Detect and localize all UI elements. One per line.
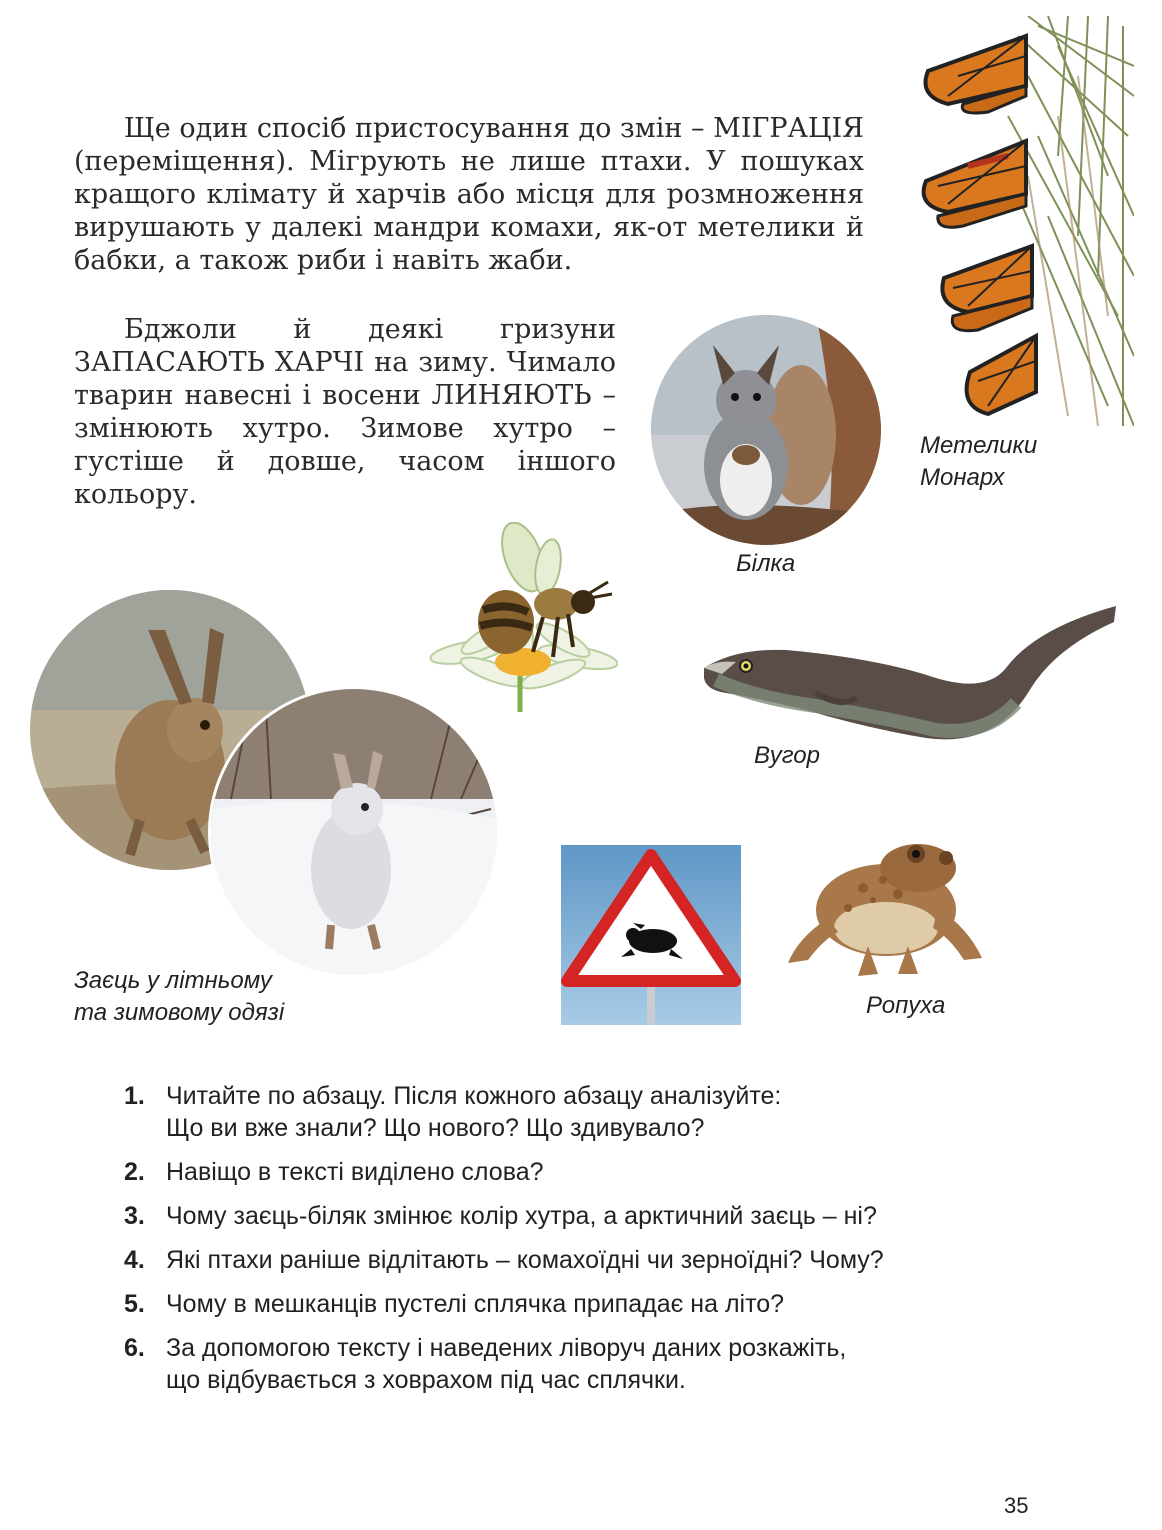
monarch-butterflies-image: [908, 16, 1134, 426]
highlight-store-food: ЗАПАСАЮТЬ ХАРЧІ: [74, 347, 365, 378]
highlight-migration: МІГРАЦІЯ: [713, 113, 864, 144]
questions-list: [120, 1080, 1060, 1408]
toad-image: [768, 828, 1002, 980]
paragraph-food-storage: Бджоли й деякі гризуни ЗАПАСАЮТЬ ХАРЧІ на зиму. Чимало тварин навесні і восени ЛИНЯЮТЬ – змінюють хутро. Зимове хутро – густіше й довше, часом іншого кольору.: [74, 314, 617, 510]
question-4: 4. Які птахи раніше відлітають – комахоїдні чи зерноїдні? Чому?: [124, 1246, 884, 1274]
eel-image: [696, 598, 1120, 758]
toad-crossing-sign-icon: [561, 845, 741, 1025]
question-1: 1. Читайте по абзацу. Після кожного абзацу аналізуйте: Що ви вже знали? Що нового? Що здивувало?: [124, 1082, 782, 1142]
squirrel-image: [651, 315, 881, 545]
caption-hare: Заєць у літньому та зимовому одязі: [74, 967, 285, 1026]
paragraph-migration: Ще один спосіб пристосування до змін – МІГРАЦІЯ (переміщення). Мігрують не лише птахи. У пошуках кращого клімату й харчів або місця для розмноження вирушають у далекі мандри комахи, як-от метелики й бабки, а також риби і навіть жаби.: [74, 113, 864, 276]
caption-butterflies: Метелики Монарх: [920, 432, 1038, 491]
caption-eel: Вугор: [754, 742, 820, 769]
question-5: 5. Чому в мешканців пустелі сплячка припадає на літо?: [124, 1290, 785, 1318]
caption-toad: Ропуха: [866, 992, 946, 1019]
caption-squirrel: Білка: [736, 550, 796, 577]
bee-image: [428, 522, 618, 714]
question-2: 2. Навіщо в тексті виділено слова?: [124, 1158, 544, 1186]
highlight-molt: ЛИНЯЮТЬ: [431, 380, 592, 411]
hare-winter-image: [208, 686, 500, 978]
question-6: 6. За допомогою тексту і наведених ліворуч даних розкажіть, що відбувається з ховрахом під час сплячки.: [124, 1334, 847, 1394]
page-number: 35: [1004, 1493, 1029, 1518]
question-3: 3. Чому заєць-біляк змінює колір хутра, а арктичний заєць – ні?: [124, 1202, 877, 1230]
